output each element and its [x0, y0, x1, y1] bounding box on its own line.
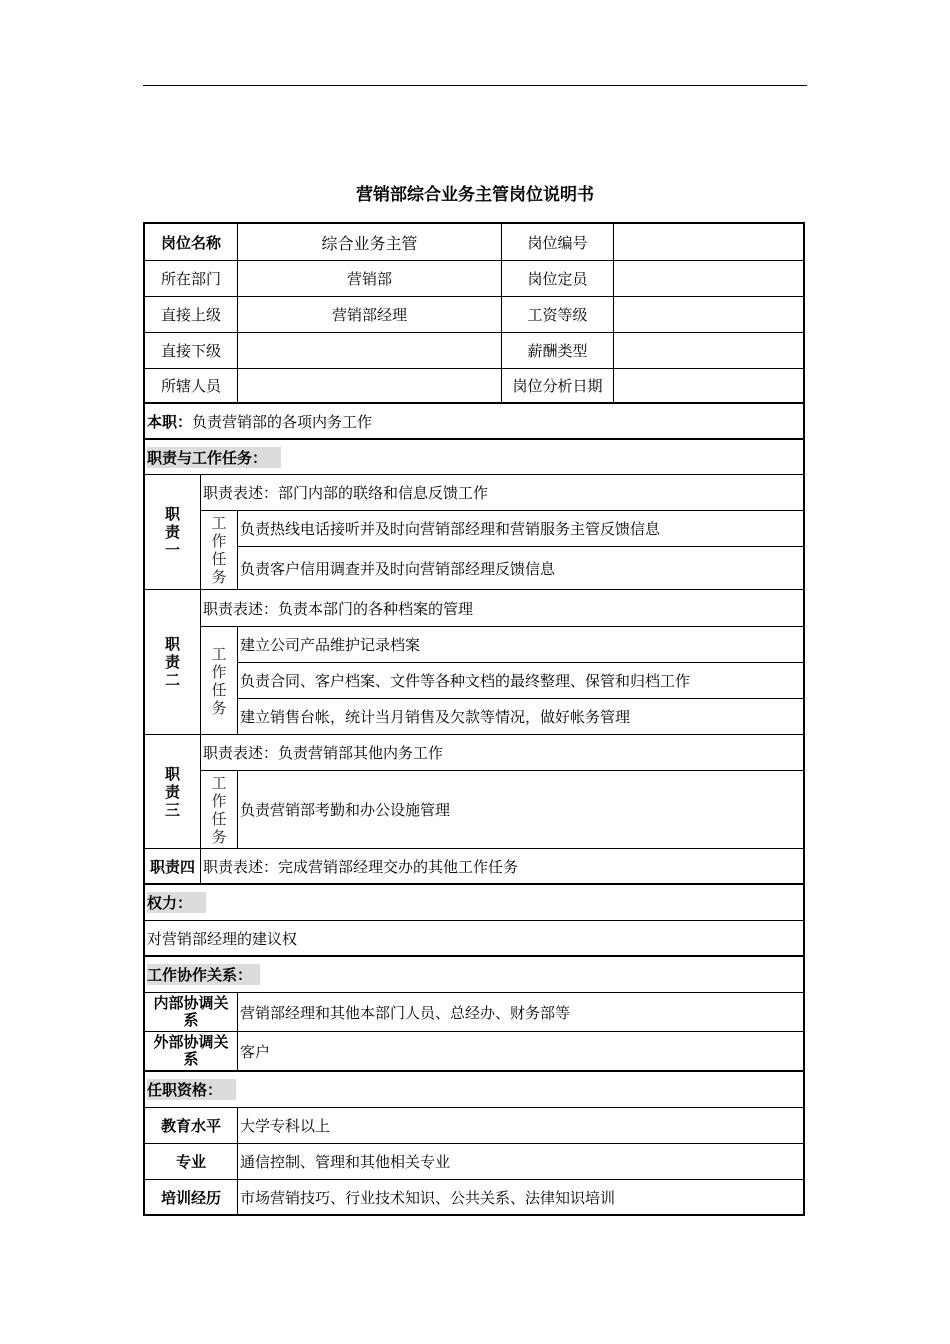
- main-duty-label: 本职：: [147, 412, 193, 431]
- analysis-date-value: [613, 368, 803, 402]
- quota-value: [613, 260, 803, 296]
- position-code-value: [613, 224, 803, 260]
- duty-2-task-1: 建立公司产品维护记录档案: [237, 626, 803, 662]
- relations-header-row: [145, 957, 803, 992]
- basic-info-table: [143, 222, 805, 404]
- duty-3-task-label: 工 作 任 务: [200, 770, 237, 848]
- education-text: 大学专科以上: [237, 1107, 803, 1143]
- duty-4-label: 职责四: [145, 848, 200, 883]
- subordinate-value: [237, 332, 501, 368]
- relations-table: [143, 955, 805, 1072]
- duty-1-description: 职责表述：部门内部的联络和信息反馈工作: [200, 474, 803, 510]
- main-duty-text: 负责营销部的各项内务工作: [192, 412, 373, 431]
- power-table: [143, 883, 805, 957]
- document-title: 营销部综合业务主管岗位说明书: [356, 185, 594, 205]
- major-text: 通信控制、管理和其他相关专业: [237, 1143, 803, 1179]
- relations-header: 工作协作关系：: [147, 964, 260, 985]
- duty-1-task-1: 负责热线电话接听并及时向营销部经理和营销服务主管反馈信息: [237, 510, 803, 546]
- duty-3-label: 职 责 三: [145, 734, 200, 848]
- internal-relations-text: 营销部经理和其他本部门人员、总经办、财务部等: [237, 992, 803, 1031]
- qualification-header-row: [145, 1072, 803, 1107]
- external-relations-text: 客户: [237, 1031, 803, 1070]
- duty-4-description: 职责表述：完成营销部经理交办的其他工作任务: [200, 848, 803, 883]
- position-code-label: 岗位编号: [501, 224, 613, 260]
- duties-header: 职责与工作任务：: [147, 447, 281, 468]
- duty-1-label: 职 责 一: [145, 474, 200, 589]
- qualification-table: [143, 1070, 805, 1216]
- education-label: 教育水平: [145, 1107, 237, 1143]
- pay-type-value: [613, 332, 803, 368]
- duty-2-task-2: 负责合同、客户档案、文件等各种文档的最终整理、保管和归档工作: [237, 662, 803, 698]
- duty-3-task-1: 负责营销部考勤和办公设施管理: [237, 770, 803, 848]
- superior-label: 直接上级: [145, 296, 237, 332]
- training-text: 市场营销技巧、行业技术知识、公共关系、法律知识培训: [237, 1179, 803, 1214]
- staff-label: 所辖人员: [145, 368, 237, 402]
- grade-label: 工资等级: [501, 296, 613, 332]
- main-duty-row: [143, 402, 805, 440]
- position-name-value: 综合业务主管: [237, 224, 501, 260]
- duty-1-task-2: 负责客户信用调查并及时向营销部经理反馈信息: [237, 546, 803, 589]
- internal-relations-label: 内部协调关系: [145, 992, 237, 1031]
- training-label: 培训经历: [145, 1179, 237, 1214]
- duty-3-description: 职责表述：负责营销部其他内务工作: [200, 734, 803, 770]
- duty-2-task-label: 工 作 任 务: [200, 626, 237, 734]
- qualification-header: 任职资格：: [147, 1079, 236, 1100]
- position-name-label: 岗位名称: [160, 233, 221, 252]
- quota-label: 岗位定员: [501, 260, 613, 296]
- duty-2-label: 职 责 二: [145, 589, 200, 734]
- header-rule: [143, 85, 807, 86]
- major-label: 专业: [145, 1143, 237, 1179]
- external-relations-label: 外部协调关系: [145, 1031, 237, 1070]
- superior-value: 营销部经理: [237, 296, 501, 332]
- duty-1-task-label: 工 作 任 务: [200, 510, 237, 589]
- duty-2-task-3: 建立销售台帐，统计当月销售及欠款等情况，做好帐务管理: [237, 698, 803, 734]
- duties-table: [143, 438, 805, 885]
- main-duty: [145, 404, 803, 438]
- power-header: 权力：: [147, 892, 206, 913]
- duties-header-row: [145, 440, 803, 474]
- duty-2-description: 职责表述：负责本部门的各种档案的管理: [200, 589, 803, 626]
- analysis-date-label: 岗位分析日期: [501, 368, 613, 402]
- staff-value: [237, 368, 501, 402]
- department-value: 营销部: [237, 260, 501, 296]
- pay-type-label: 薪酬类型: [501, 332, 613, 368]
- subordinate-label: 直接下级: [145, 332, 237, 368]
- department-label: 所在部门: [145, 260, 237, 296]
- power-header-row: [145, 885, 803, 920]
- grade-value: [613, 296, 803, 332]
- power-text: 对营销部经理的建议权: [145, 920, 803, 955]
